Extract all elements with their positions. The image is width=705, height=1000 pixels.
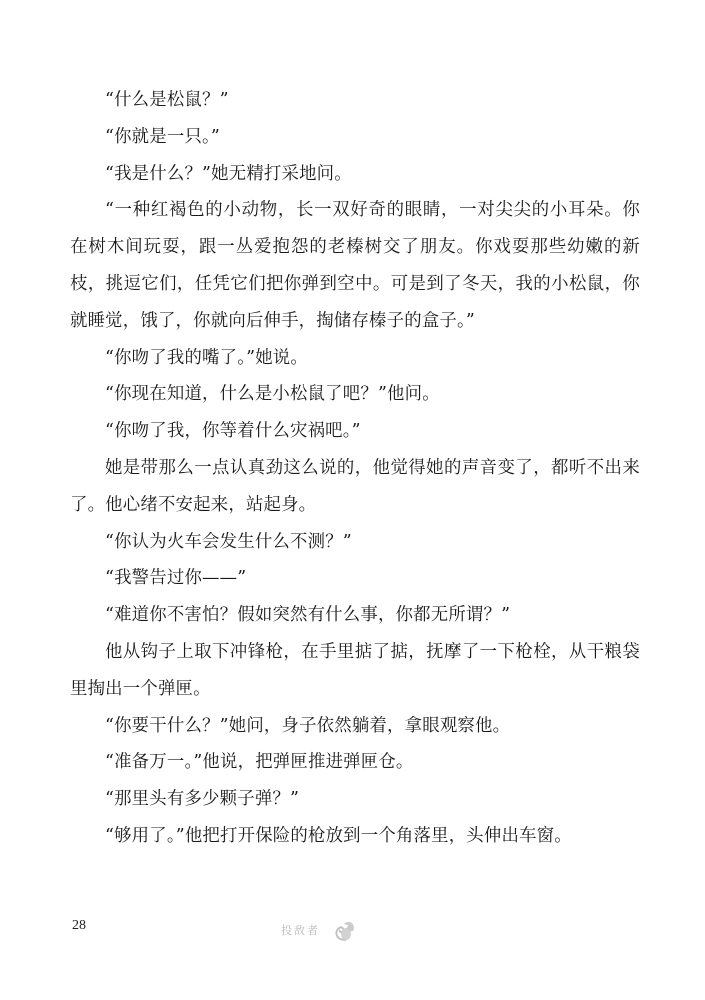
squirrel-icon [326,918,356,942]
book-title: 投敌者 [281,924,320,937]
paragraph: “你就是一只。” [105,126,221,147]
page-number: 28 [72,918,86,933]
paragraph: “那里头有多少颗子弹？” [105,789,300,810]
paragraph: “难道你不害怕？假如突然有什么事，你都无所谓？” [105,605,511,626]
paragraph: “我是什么？”她无精打采地问。 [105,163,352,184]
paragraph: 她是带那么一点认真劲这么说的，他觉得她的声音变了，都听不出来了。他心绪不安起来，站起身。 [70,457,640,515]
paragraph: “我警告过你——” [105,568,247,589]
paragraph: “一种红褐色的小动物，长一双好奇的眼睛，一对尖尖的小耳朵。你在树木间玩耍，跟一丛爱抱怨的老榛树交了朋友。你戏耍那些幼嫩的新枝，挑逗它们，任凭它们把你弹到空中。可是到了冬天，我的小松鼠，你就睡觉，饿了，你就向后伸手，掏储存榛子的盒子。” [70,200,640,331]
paragraph: “你现在知道，什么是小松鼠了吧？”他问。 [105,384,440,405]
paragraph: “你吻了我，你等着什么灾祸吧。” [105,421,361,442]
page-body [70,82,640,855]
paragraph: “准备万一。”他说，把弹匣推进弹匣仓。 [105,752,414,773]
paragraph: “什么是松鼠？” [105,90,229,110]
paragraph: 他从钩子上取下冲锋枪，在手里掂了掂，抚摩了一下枪栓，从干粮袋里掏出一个弹匣。 [70,641,640,699]
paragraph: “你吻了我的嘴了。”她说。 [105,347,308,368]
running-footer [281,918,356,942]
paragraph: “够用了。”他把打开保险的枪放到一个角落里，头伸出车窗。 [105,825,572,846]
paragraph: “你认为火车会发生什么不测？” [105,531,352,552]
paragraph: “你要干什么？”她问，身子依然躺着，拿眼观察他。 [105,715,511,736]
